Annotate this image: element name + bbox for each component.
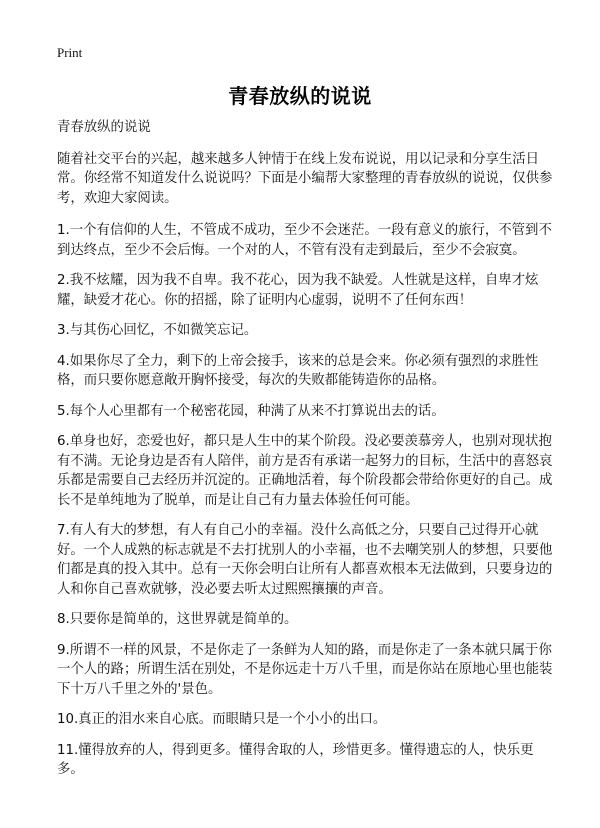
list-item: 7.有人有大的梦想，有人有自己小的幸福。没什么高低之分，只要自己过得开心就好。一个人成熟的标志就是不去打扰别人的小幸福，也不去嘲笑别人的梦想，只要他们都是真的投入其中。总有一天你会明白让所有人都喜欢根本无法做到，只要身边的人和你自己喜欢就够，没必要去听太过熙熙攘攘的声音。 [57,523,553,597]
list-item: 9.所谓不一样的风景，不是你走了一条鲜为人知的路，而是你走了一条本就只属于你一个人的路；所谓生活在别处，不是你远走十万八千里，而是你站在原地心里也能装下十万八千里之外的'景色。 [57,642,553,697]
print-link[interactable]: Print [57,45,83,60]
article-subheading: 青春放纵的说说 [57,120,151,135]
list-item: 4.如果你尽了全力，剩下的上帝会接手，该来的总是会来。你必须有强烈的求胜性格，而只要你愿意敞开胸怀接受，每次的失败都能铸造你的品格。 [57,353,539,388]
page-title: 青春放纵的说说 [228,84,372,108]
list-item: 6.单身也好，恋爱也好，都只是人生中的某个阶段。没必要羡慕旁人，也别对现状抱有不满。无论身边是否有人陪伴，前方是否有承诺一起努力的目标，生活中的喜怒哀乐都是需要自己去经历并沉淀的。正确地活着，每个阶段都会带给你更好的自己。成长不是单纯地为了脱单，而是让自己有力量去体验任何可能。 [57,434,553,508]
list-item: 3.与其伤心回忆，不如微笑忘记。 [57,323,258,338]
list-item: 1.一个有信仰的人生，不管成不成功，至少不会迷茫。一段有意义的旅行，不管到不到达终点，至少不会后悔。一个对的人，不管有没有走到最后，至少不会寂寞。 [57,223,552,258]
list-item: 11.懂得放弃的人，得到更多。懂得舍取的人，珍惜更多。懂得遗忘的人，快乐更多。 [57,742,534,777]
list-item: 8.只要你是简单的，这世界就是简单的。 [57,612,298,627]
article-intro: 随着社交平台的兴起，越来越多人钟情于在线上发布说说，用以记录和分享生活日常。你经常不知道发什么说说吗？下面是小编帮大家整理的青春放纵的说说，仅供参考，欢迎大家阅读。 [57,151,553,206]
article-body [57,118,553,791]
list-item: 5.每个人心里都有一个秘密花园，种满了从来不打算说出去的话。 [57,403,445,419]
list-item: 2.我不炫耀，因为我不自卑。我不花心，因为我不缺爱。人性就是这样，自卑才炫耀，缺爱才花心。你的招摇，除了证明内心虚弱，说明不了任何东西！ [57,273,539,308]
list-item: 10.真正的泪水来自心底。而眼睛只是一个小小的出口。 [57,712,387,727]
